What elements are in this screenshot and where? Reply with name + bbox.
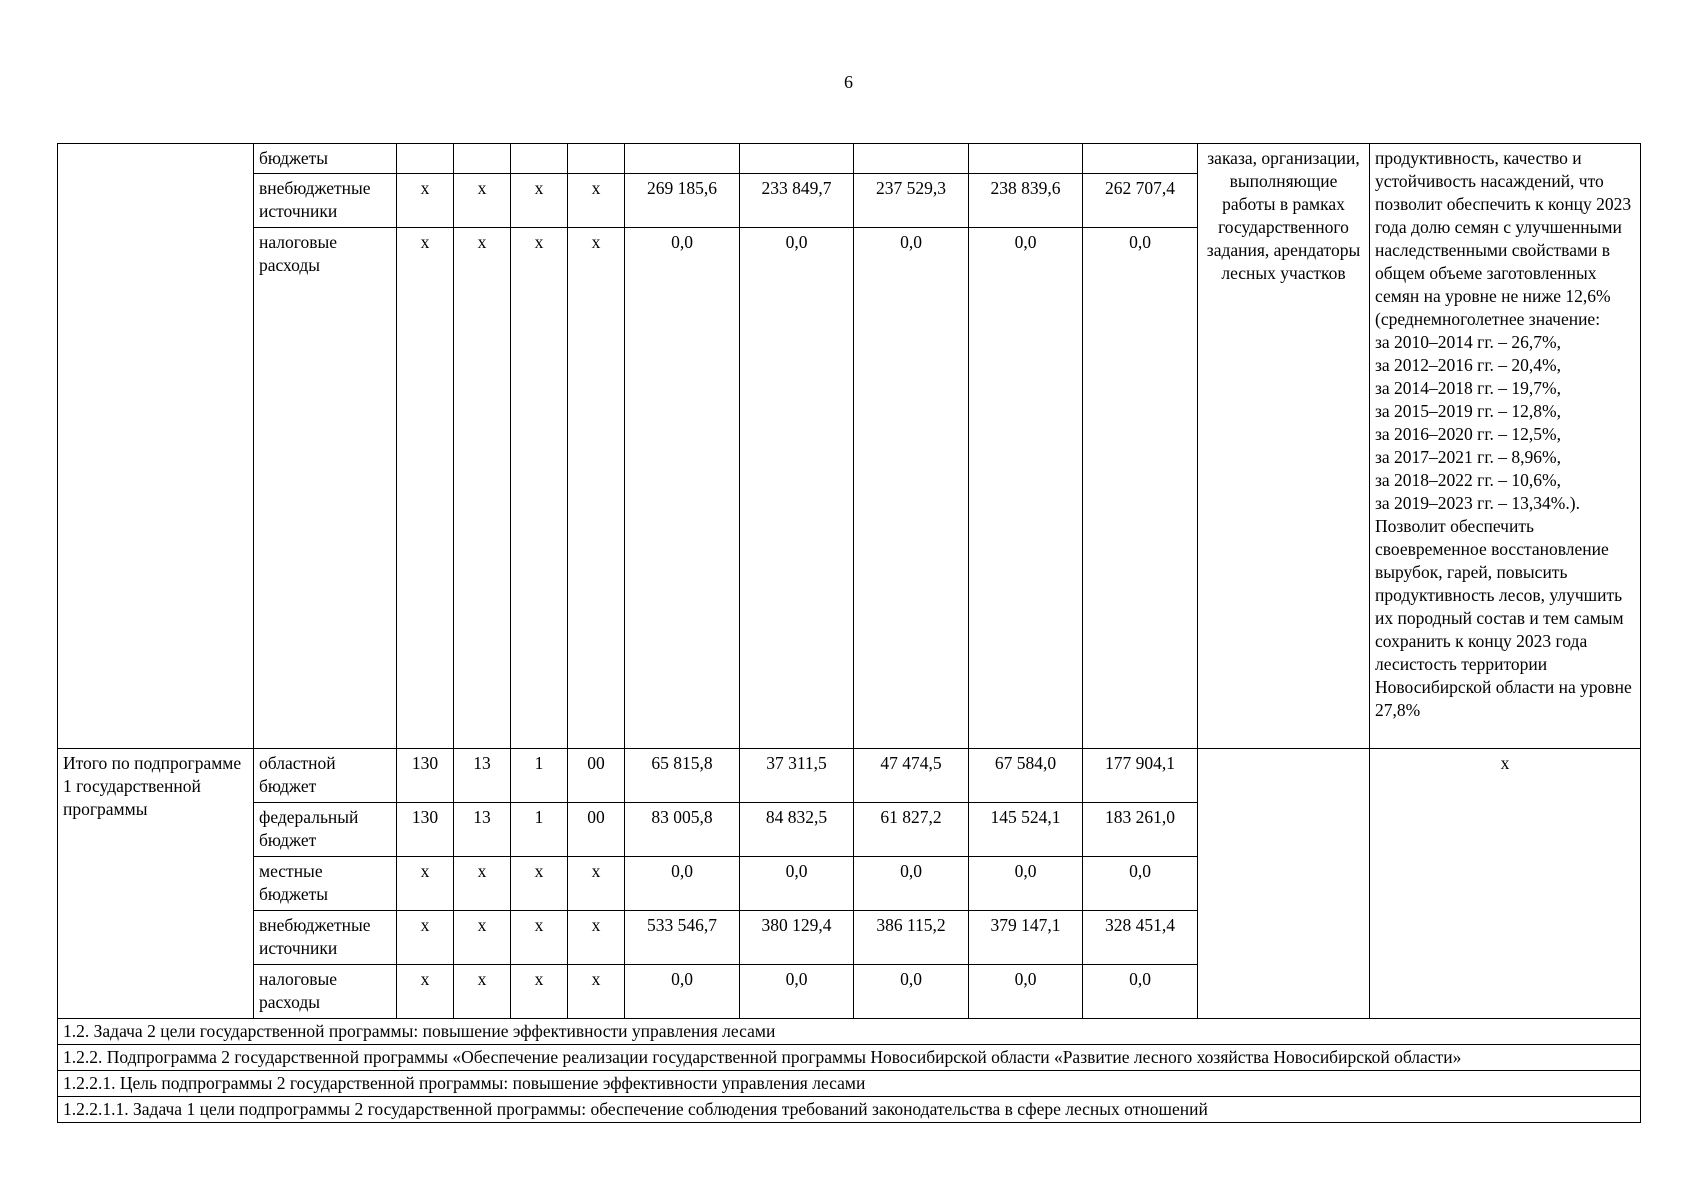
code-cell: х	[454, 228, 511, 749]
value-cell: 237 529,3	[854, 174, 969, 228]
value-cell: 0,0	[969, 228, 1083, 749]
code-cell: х	[511, 965, 568, 1019]
result-line: за 2018–2022 гг. – 10,6%,	[1375, 470, 1562, 490]
section-row	[58, 1097, 1641, 1123]
value-cell: 0,0	[1083, 228, 1198, 749]
value-cell: 67 584,0	[969, 749, 1083, 803]
code-cell: х	[568, 228, 625, 749]
section-heading: 1.2.2. Подпрограмма 2 государственной программы «Обеспечение реализации государственной программы Новосибирской области «Развитие лесного хозяйства Новосибирской области»	[58, 1045, 1641, 1071]
empty-label-cell	[58, 144, 254, 749]
page-number: 6	[844, 72, 853, 92]
code-cell: 00	[568, 749, 625, 803]
code-cell: х	[454, 911, 511, 965]
funding-source: внебюджетные источники	[254, 911, 397, 965]
value-cell: 0,0	[625, 228, 740, 749]
value-cell: 379 147,1	[969, 911, 1083, 965]
value-cell: 533 546,7	[625, 911, 740, 965]
value-cell: 0,0	[854, 228, 969, 749]
result-line: за 2014–2018 гг. – 19,7%,	[1375, 378, 1562, 398]
section-heading: 1.2.2.1.1. Задача 1 цели подпрограммы 2 государственной программы: обеспечение соблюдения требований законодательства в сфере лесных отношений	[58, 1097, 1641, 1123]
value-cell: 145 524,1	[969, 803, 1083, 857]
code-cell	[568, 144, 625, 174]
value-cell: 0,0	[740, 228, 854, 749]
value-cell: 0,0	[1083, 965, 1198, 1019]
funding-source: областной бюджет	[254, 749, 397, 803]
total-label: Итого по подпрограмме 1 государственной программы	[58, 749, 254, 1019]
code-cell: 13	[454, 749, 511, 803]
code-cell: 1	[511, 749, 568, 803]
value-cell: 177 904,1	[1083, 749, 1198, 803]
code-cell: х	[568, 857, 625, 911]
table-row	[58, 749, 1641, 803]
value-cell: 183 261,0	[1083, 803, 1198, 857]
value-cell: 61 827,2	[854, 803, 969, 857]
code-cell: 130	[397, 749, 454, 803]
value-cell: 37 311,5	[740, 749, 854, 803]
result-line: Позволит обеспечить своевременное восстановление вырубок, гарей, повысить продуктивность лесов, улучшить их породный состав и тем самым сохранить к концу 2023 года лесистость территории Новосибирской области на уровне 27,8%	[1375, 516, 1632, 720]
code-cell: 130	[397, 803, 454, 857]
value-cell: 83 005,8	[625, 803, 740, 857]
result-line: за 2019–2023 гг. – 13,34%.).	[1375, 493, 1580, 513]
program-table	[57, 143, 1641, 1123]
result-line: за 2015–2019 гг. – 12,8%,	[1375, 401, 1562, 421]
code-cell: х	[511, 857, 568, 911]
code-cell: х	[454, 174, 511, 228]
value-cell	[740, 144, 854, 174]
code-cell: х	[568, 174, 625, 228]
value-cell: 238 839,6	[969, 174, 1083, 228]
value-cell: 328 451,4	[1083, 911, 1198, 965]
value-cell: 0,0	[740, 965, 854, 1019]
executors-cell: заказа, организации, выполняющие работы в рамках государственного задания, арендаторы лесных участков	[1198, 144, 1370, 749]
code-cell: х	[511, 174, 568, 228]
funding-source: налоговые расходы	[254, 965, 397, 1019]
value-cell	[969, 144, 1083, 174]
code-cell: х	[511, 911, 568, 965]
funding-source: внебюджетные источники	[254, 174, 397, 228]
section-heading: 1.2.2.1. Цель подпрограммы 2 государственной программы: повышение эффективности управления лесами	[58, 1071, 1641, 1097]
value-cell: 0,0	[854, 965, 969, 1019]
code-cell: х	[454, 965, 511, 1019]
total-result-cell: х	[1370, 749, 1641, 1019]
section-row	[58, 1019, 1641, 1045]
result-cell	[1370, 144, 1641, 749]
code-cell: х	[511, 228, 568, 749]
executors-cell-empty	[1198, 749, 1370, 1019]
result-line: за 2012–2016 гг. – 20,4%,	[1375, 355, 1562, 375]
code-cell: 00	[568, 803, 625, 857]
value-cell: 0,0	[625, 965, 740, 1019]
result-line: за 2010–2014 гг. – 26,7%,	[1375, 332, 1562, 352]
funding-source: местные бюджеты	[254, 857, 397, 911]
table-row	[58, 144, 1641, 174]
code-cell: х	[568, 911, 625, 965]
code-cell: х	[397, 174, 454, 228]
section-row	[58, 1071, 1641, 1097]
value-cell	[625, 144, 740, 174]
funding-source: налоговые расходы	[254, 228, 397, 749]
section-heading: 1.2. Задача 2 цели государственной программы: повышение эффективности управления лесами	[58, 1019, 1641, 1045]
value-cell: 84 832,5	[740, 803, 854, 857]
code-cell: х	[397, 857, 454, 911]
value-cell: 269 185,6	[625, 174, 740, 228]
funding-source: федеральный бюджет	[254, 803, 397, 857]
value-cell: 0,0	[854, 857, 969, 911]
value-cell: 0,0	[625, 857, 740, 911]
value-cell: 386 115,2	[854, 911, 969, 965]
value-cell: 0,0	[740, 857, 854, 911]
code-cell: х	[454, 857, 511, 911]
code-cell	[454, 144, 511, 174]
value-cell: 380 129,4	[740, 911, 854, 965]
funding-source: бюджеты	[254, 144, 397, 174]
code-cell: х	[397, 228, 454, 749]
code-cell: 1	[511, 803, 568, 857]
value-cell	[854, 144, 969, 174]
code-cell	[511, 144, 568, 174]
value-cell: 47 474,5	[854, 749, 969, 803]
value-cell: 65 815,8	[625, 749, 740, 803]
value-cell: 233 849,7	[740, 174, 854, 228]
code-cell: х	[397, 911, 454, 965]
code-cell: х	[397, 965, 454, 1019]
value-cell: 0,0	[1083, 857, 1198, 911]
value-cell: 0,0	[969, 857, 1083, 911]
code-cell: 13	[454, 803, 511, 857]
code-cell: х	[568, 965, 625, 1019]
value-cell: 0,0	[969, 965, 1083, 1019]
value-cell: 262 707,4	[1083, 174, 1198, 228]
code-cell	[397, 144, 454, 174]
result-line: за 2016–2020 гг. – 12,5%,	[1375, 424, 1562, 444]
section-row	[58, 1045, 1641, 1071]
value-cell	[1083, 144, 1198, 174]
result-line: за 2017–2021 гг. – 8,96%,	[1375, 447, 1562, 467]
result-line: продуктивность, качество и устойчивость насаждений, что позволит обеспечить к концу 2023 года долю семян с улучшенными наследственными свойствами в общем объеме заготовленных семян на уровне не ниже 12,6% (среднемноголетнее значение:	[1375, 148, 1632, 329]
